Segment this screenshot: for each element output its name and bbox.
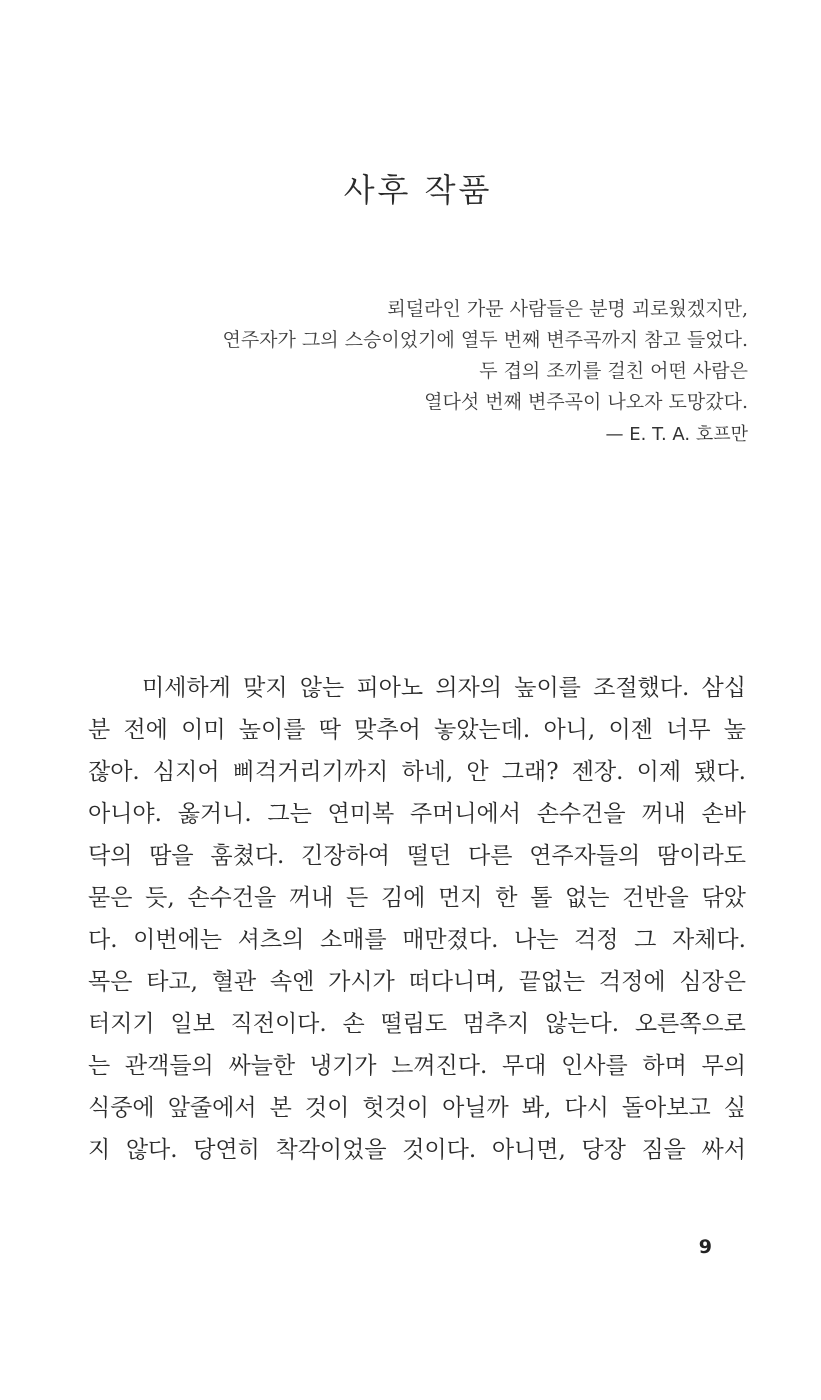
epigraph-line: 두 겹의 조끼를 걸친 어떤 사람은 xyxy=(479,360,748,382)
chapter-title: 사후 작품 xyxy=(343,171,493,209)
body-line: 묻은 듯, 손수건을 꺼내 든 김에 먼지 한 톨 없는 건반을 닦았 xyxy=(88,885,746,911)
body-paragraph xyxy=(88,667,746,1171)
epigraph-lines xyxy=(88,294,748,418)
epigraph xyxy=(88,294,748,450)
body-line: 목은 타고, 혈관 속엔 가시가 떠다니며, 끝없는 걱정에 심장은 xyxy=(88,969,746,995)
epigraph-line: 연주자가 그의 스승이었기에 열두 번째 변주곡까지 참고 들었다. xyxy=(222,329,748,351)
body-line: 닥의 땀을 훔쳤다. 긴장하여 떨던 다른 연주자들의 땀이라도 xyxy=(88,843,746,869)
epigraph-attribution: — E. T. A. 호프만 xyxy=(605,424,748,445)
body-line: 는 관객들의 싸늘한 냉기가 느껴진다. 무대 인사를 하며 무의 xyxy=(88,1053,746,1079)
body-line: 다. 이번에는 셔츠의 소매를 매만졌다. 나는 걱정 그 자체다. xyxy=(88,927,746,953)
body-line: 터지기 일보 직전이다. 손 떨림도 멈추지 않는다. 오른쪽으로 xyxy=(88,1011,746,1037)
epigraph-line: 뢰덜라인 가문 사람들은 분명 괴로웠겠지만, xyxy=(387,298,748,320)
body-line: 분 전에 이미 높이를 딱 맞추어 놓았는데. 아니, 이젠 너무 높 xyxy=(88,717,746,743)
body-line: 아니야. 옳거니. 그는 연미복 주머니에서 손수건을 꺼내 손바 xyxy=(88,801,746,827)
body-line: 미세하게 맞지 않는 피아노 의자의 높이를 조절했다. 삼십 xyxy=(142,675,746,701)
body-line: 식중에 앞줄에서 본 것이 헛것이 아닐까 봐, 다시 돌아보고 싶 xyxy=(88,1095,746,1121)
epigraph-line: 열다섯 번째 변주곡이 나오자 도망갔다. xyxy=(424,391,748,413)
body-line: 잖아. 심지어 삐걱거리기까지 하네, 안 그래? 젠장. 이제 됐다. xyxy=(88,759,746,785)
page-number: 9 xyxy=(698,1236,712,1258)
body-line: 지 않다. 당연히 착각이었을 것이다. 아니면, 당장 짐을 싸서 xyxy=(88,1137,746,1163)
